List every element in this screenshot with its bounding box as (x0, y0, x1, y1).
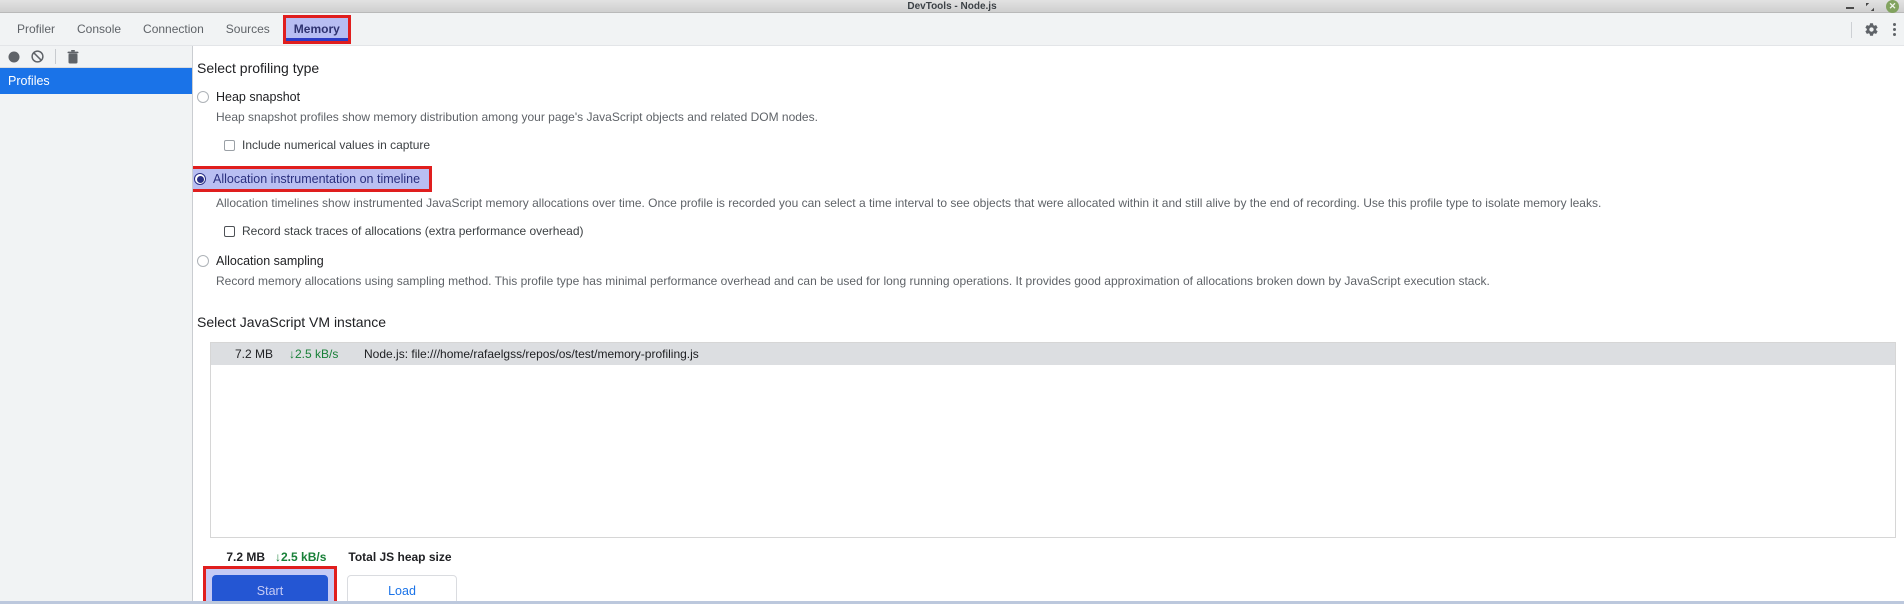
option-allocation-sampling[interactable] (197, 254, 1904, 268)
summary-label: Total JS heap size (348, 550, 452, 564)
profiling-type-heading: Select profiling type (197, 60, 320, 76)
clear-icon[interactable] (31, 50, 44, 63)
checkbox-record-stack-traces[interactable] (224, 226, 235, 237)
tab-profiler[interactable]: Profiler (17, 21, 56, 36)
annotation-box-start-button (203, 566, 337, 603)
tab-strip (0, 13, 1904, 46)
vm-instance-list (210, 342, 1896, 538)
tabstrip-right-controls (1851, 13, 1898, 46)
restore-icon[interactable] (1865, 2, 1875, 12)
summary-rate: ↓2.5 kB/s (275, 550, 327, 564)
tab-memory[interactable]: Memory (286, 18, 348, 41)
checkbox-include-numerical-values[interactable] (224, 140, 235, 151)
vm-instance-heading: Select JavaScript VM instance (197, 314, 387, 330)
vm-instance-row[interactable] (211, 343, 1895, 365)
heap-summary (197, 550, 1904, 564)
vm-alloc-rate: ↓2.5 kB/s (289, 347, 339, 361)
sidebar-filler (0, 94, 192, 603)
option-description: Record memory allocations using sampling method. This profile type has minimal performance overhead and can be used for long running operations. It provides good approximation of allocations broken down by JavaScript execution stack. (216, 274, 1490, 288)
gear-icon[interactable] (1864, 22, 1879, 37)
option-description: Heap snapshot profiles show memory distribution among your page's JavaScript objects and related DOM nodes. (216, 110, 818, 124)
tab-console[interactable]: Console (77, 21, 122, 36)
memory-panel-main (193, 46, 1904, 603)
checkbox-row-numerical-values[interactable] (224, 138, 1904, 152)
window-controls (1846, 0, 1899, 13)
radio-allocation-sampling[interactable] (197, 255, 209, 267)
close-icon[interactable]: ✕ (1886, 0, 1899, 13)
tab-connection[interactable]: Connection (143, 21, 204, 36)
action-buttons (197, 566, 1904, 603)
checkbox-row-stack-traces[interactable] (224, 224, 1904, 238)
option-label: Heap snapshot (216, 90, 301, 104)
memory-panel-toolbar (0, 46, 192, 68)
start-button[interactable]: Start (212, 575, 328, 603)
tab-sources[interactable]: Sources (225, 21, 270, 36)
divider (1851, 22, 1852, 38)
titlebar (0, 0, 1904, 13)
load-button[interactable]: Load (347, 575, 457, 603)
radio-heap-snapshot[interactable] (197, 91, 209, 103)
checkbox-label: Record stack traces of allocations (extra performance overhead) (242, 224, 584, 238)
annotation-box-allocation-timeline (193, 166, 432, 192)
record-icon[interactable] (8, 51, 20, 63)
summary-size: 7.2 MB (226, 550, 265, 564)
vm-heap-size: 7.2 MB (234, 347, 273, 361)
divider (55, 49, 56, 64)
profiles-sidebar (0, 46, 193, 603)
sidebar-item-profiles[interactable]: Profiles (0, 68, 192, 94)
checkbox-label: Include numerical values in capture (242, 138, 431, 152)
annotation-box-memory-tab (283, 15, 351, 44)
vm-target: Node.js: file:///home/rafaelgss/repos/os/test/memory-profiling.js (364, 347, 699, 361)
minimize-icon[interactable] (1846, 7, 1854, 9)
option-label: Allocation sampling (216, 254, 324, 268)
option-heap-snapshot[interactable] (197, 90, 1904, 104)
option-label[interactable]: Allocation instrumentation on timeline (213, 172, 421, 186)
kebab-menu-icon[interactable] (1891, 21, 1898, 38)
delete-icon[interactable] (67, 50, 79, 64)
radio-allocation-timeline[interactable] (194, 173, 206, 185)
window-title: DevTools - Node.js (907, 0, 997, 12)
option-description: Allocation timelines show instrumented JavaScript memory allocations over time. Once profile is recorded you can select a time interval to see objects that were allocated within it and still alive by the end of recording. Use this profile type to isolate memory leaks. (216, 196, 1602, 210)
